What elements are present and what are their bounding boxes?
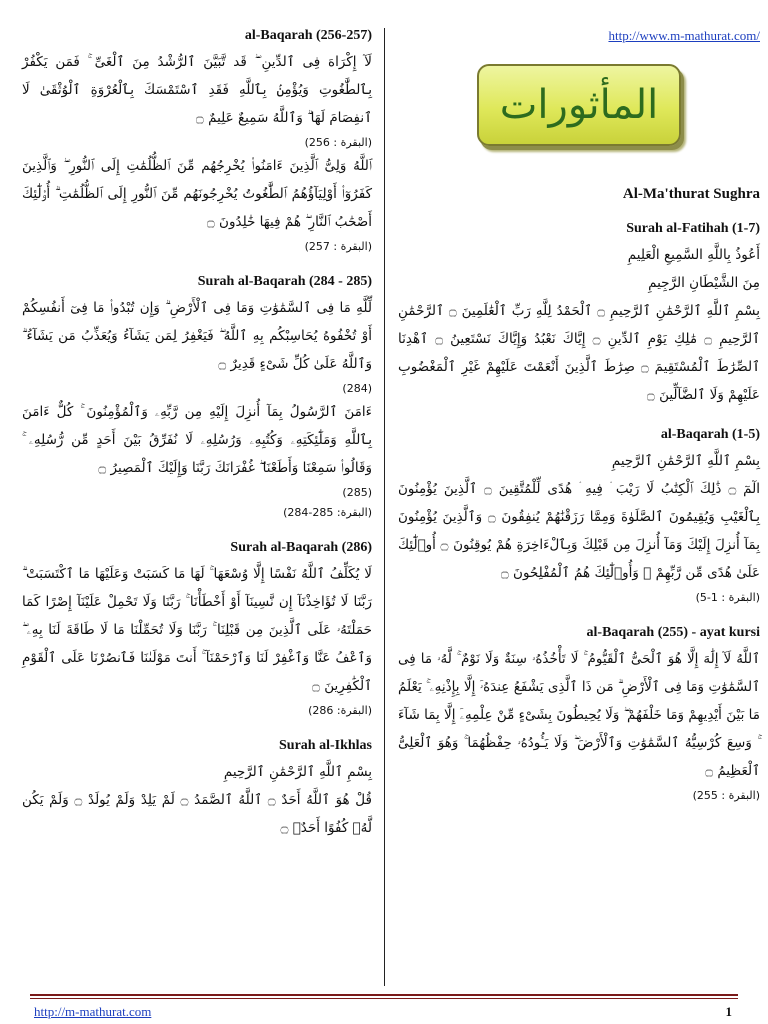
section-heading: Surah al-Baqarah (286) xyxy=(230,540,372,555)
section-baqarah-256-257 xyxy=(22,28,372,256)
header-url-link[interactable]: http://www.m-mathurat.com/ xyxy=(608,28,760,43)
section-baqarah-284-285 xyxy=(22,274,372,522)
verse-reference: (البقرة : 256) xyxy=(304,136,372,149)
section-heading: Surah al-Baqarah (284 - 285) xyxy=(197,274,372,289)
verse-reference: (البقرة : 1-5) xyxy=(695,591,760,604)
basmala: بِسْمِ ٱللَّهِ ٱلرَّحْمَٰنِ ٱلرَّحِيمِ xyxy=(611,453,760,469)
left-column xyxy=(22,28,372,984)
section-heading: Surah al-Ikhlas xyxy=(279,738,372,753)
verse-reference: (284) xyxy=(342,382,372,395)
basmala: بِسْمِ ٱللَّهِ ٱلرَّحْمَٰنِ ٱلرَّحِيمِ xyxy=(223,764,372,780)
arabic-verse: لَا يُكَلِّفُ ٱللَّهُ نَفْسًا إِلَّا وُسْعَهَا ۚ لَهَا مَا كَسَبَتْ وَعَلَيْهَا مَا ٱكْتَسَبَتْ ۗ رَبَّنَا لَا تُؤَاخِذْنَآ إِن نَّسِينَآ أَوْ أَخْطَأْنَا ۚ رَبَّنَا وَلَا تَحْمِلْ عَلَيْنَآ إِصْرًا كَمَا حَمَلْتَهُۥ عَلَى ٱلَّذِينَ مِن قَبْلِنَا ۚ رَبَّنَا وَلَا تُحَمِّلْنَا مَا لَا طَاقَةَ لَنَا بِهِۦ ۖ وَٱعْفُ عَنَّا وَٱغْفِرْ لَنَا وَٱرْحَمْنَآ ۚ أَنتَ مَوْلَىٰنَا فَٱنصُرْنَا عَلَى ٱلْقَوْمِ ٱلْكَٰفِرِينَ ۝ xyxy=(22,566,372,694)
section-ayat-kursi xyxy=(398,625,760,805)
taawwudh-line: أَعُوذُ بِاللَّهِ السَّمِيعِ الْعَلِيمِ xyxy=(627,247,760,263)
right-column xyxy=(398,28,760,984)
section-fatihah xyxy=(398,221,760,409)
footer-rule xyxy=(30,994,738,996)
arabic-verse: ءَامَنَ ٱلرَّسُولُ بِمَآ أُنزِلَ إِلَيْهِ مِن رَّبِّهِۦ وَٱلْمُؤْمِنُونَ ۚ كُلٌّ ءَامَنَ بِٱللَّهِ وَمَلَٰٓئِكَتِهِۦ وَكُتُبِهِۦ وَرُسُلِهِۦ لَا نُفَرِّقُ بَيْنَ أَحَدٍ مِّن رُّسُلِهِۦ ۚ وَقَالُوا۟ سَمِعْنَا وَأَطَعْنَا ۖ غُفْرَانَكَ رَبَّنَا وَإِلَيْكَ ٱلْمَصِيرُ ۝ xyxy=(22,404,372,476)
section-ikhlas xyxy=(22,738,372,842)
arabic-verse: لِّلَّهِ مَا فِى ٱلسَّمَٰوَٰتِ وَمَا فِى ٱلْأَرْضِ ۗ وَإِن تُبْدُوا۟ مَا فِىٓ أَنفُسِكُمْ أَوْ تُخْفُوهُ يُحَاسِبْكُم بِهِ ٱللَّهُ ۖ فَيَغْفِرُ لِمَن يَشَآءُ وَيُعَذِّبُ مَن يَشَآءُ ۗ وَٱللَّهُ عَلَىٰ كُلِّ شَىْءٍ قَدِيرٌ ۝ xyxy=(22,300,372,372)
page-number: 1 xyxy=(725,1004,732,1019)
document-title: Al-Ma'thurat Sughra xyxy=(622,186,760,202)
arabic-verse: ٱللَّهُ وَلِىُّ ٱلَّذِينَ ءَامَنُوا۟ يُخْرِجُهُم مِّنَ ٱلظُّلُمَٰتِ إِلَى ٱلنُّورِ ۖ وَٱلَّذِينَ كَفَرُوٓا۟ أَوْلِيَآؤُهُمُ ٱلطَّٰغُوتُ يُخْرِجُونَهُم مِّنَ ٱلنُّورِ إِلَى ٱلظُّلُمَٰتِ ۗ أُو۟لَٰٓئِكَ أَصْحَٰبُ ٱلنَّارِ ۖ هُمْ فِيهَا خَٰلِدُونَ ۝ xyxy=(22,158,372,230)
section-baqarah-286 xyxy=(22,540,372,720)
section-heading: al-Baqarah (255) - ayat kursi xyxy=(586,625,760,640)
arabic-verse: الٓمٓ ۝ ذَٰلِكَ ٱلْكِتَٰبُ لَا رَيْبَ ۛ فِيهِ ۛ هُدًى لِّلْمُتَّقِينَ ۝ ٱلَّذِينَ يُؤْمِنُونَ بِٱلْغَيْبِ وَيُقِيمُونَ ٱلصَّلَوٰةَ وَمِمَّا رَزَقْنَٰهُمْ يُنفِقُونَ ۝ وَٱلَّذِينَ يُؤْمِنُونَ بِمَآ أُنزِلَ إِلَيْكَ وَمَآ أُنزِلَ مِن قَبْلِكَ وَبِٱلْءَاخِرَةِ هُمْ يُوقِنُونَ ۝ أُو۟لَٰٓئِكَ عَلَىٰ هُدًى مِّن رَّبِّهِمْ ۖ وَأُو۟لَٰٓئِكَ هُمُ ٱلْمُفْلِحُونَ ۝ xyxy=(398,481,761,581)
footer-url-link[interactable]: http://m-mathurat.com xyxy=(34,1004,152,1019)
taawwudh-line: مِنَ الشَّيْطَانِ الرَّجِيمِ xyxy=(648,275,760,291)
logo-text: المأثورات xyxy=(499,82,659,128)
column-divider xyxy=(384,28,385,986)
arabic-verse: ٱللَّهُ لَآ إِلَٰهَ إِلَّا هُوَ ٱلْحَىُّ ٱلْقَيُّومُ ۚ لَا تَأْخُذُهُۥ سِنَةٌ وَلَا نَوْمٌ ۚ لَّهُۥ مَا فِى ٱلسَّمَٰوَٰتِ وَمَا فِى ٱلْأَرْضِ ۗ مَن ذَا ٱلَّذِى يَشْفَعُ عِندَهُۥٓ إِلَّا بِإِذْنِهِۦ ۚ يَعْلَمُ مَا بَيْنَ أَيْدِيهِمْ وَمَا خَلْفَهُمْ ۖ وَلَا يُحِيطُونَ بِشَىْءٍ مِّنْ عِلْمِهِۦٓ إِلَّا بِمَا شَآءَ ۚ وَسِعَ كُرْسِيُّهُ ٱلسَّمَٰوَٰتِ وَٱلْأَرْضَ ۖ وَلَا يَـُٔودُهُۥ حِفْظُهُمَا ۚ وَهُوَ ٱلْعَلِىُّ ٱلْعَظِيمُ ۝ xyxy=(398,651,760,779)
mathurat-logo xyxy=(477,64,681,146)
verse-reference: (البقرة : 257) xyxy=(304,240,372,253)
arabic-verse: قُلْ هُوَ ٱللَّهُ أَحَدٌ ۝ ٱللَّهُ ٱلصَّمَدُ ۝ لَمْ يَلِدْ وَلَمْ يُولَدْ ۝ وَلَمْ يَكُن لَّهُۥ كُفُوًا أَحَدٌۢ ۝ xyxy=(22,792,372,836)
section-baqarah-1-5 xyxy=(398,427,760,607)
section-heading: Surah al-Fatihah (1-7) xyxy=(626,221,760,236)
section-heading: al-Baqarah (256-257) xyxy=(244,28,372,43)
arabic-verse: بِسْمِ ٱللَّهِ ٱلرَّحْمَٰنِ ٱلرَّحِيمِ ۝ ٱلْحَمْدُ لِلَّهِ رَبِّ ٱلْعَٰلَمِينَ ۝ ٱلرَّحْمَٰنِ ٱلرَّحِيمِ ۝ مَٰلِكِ يَوْمِ ٱلدِّينِ ۝ إِيَّاكَ نَعْبُدُ وَإِيَّاكَ نَسْتَعِينُ ۝ ٱهْدِنَا ٱلصِّرَٰطَ ٱلْمُسْتَقِيمَ ۝ صِرَٰطَ ٱلَّذِينَ أَنْعَمْتَ عَلَيْهِمْ غَيْرِ ٱلْمَغْضُوبِ عَلَيْهِمْ وَلَا ٱلضَّآلِّينَ ۝ xyxy=(398,303,761,403)
verse-reference: (البقرة: 286) xyxy=(308,704,372,717)
verse-reference: (285) xyxy=(342,486,372,499)
verse-reference: (البقرة : 255) xyxy=(692,789,760,802)
footer-rule-thin xyxy=(30,998,738,999)
arabic-verse: لَآ إِكْرَاهَ فِى ٱلدِّينِ ۖ قَد تَّبَيَّنَ ٱلرُّشْدُ مِنَ ٱلْغَىِّ ۚ فَمَن يَكْفُرْ بِٱلطَّٰغُوتِ وَيُؤْمِنۢ بِٱللَّهِ فَقَدِ ٱسْتَمْسَكَ بِٱلْعُرْوَةِ ٱلْوُثْقَىٰ لَا ٱنفِصَامَ لَهَا ۗ وَٱللَّهُ سَمِيعٌ عَلِيمٌ ۝ xyxy=(22,54,372,126)
verse-reference: (البقرة: 285-284) xyxy=(283,506,372,519)
section-heading: al-Baqarah (1-5) xyxy=(660,427,760,442)
